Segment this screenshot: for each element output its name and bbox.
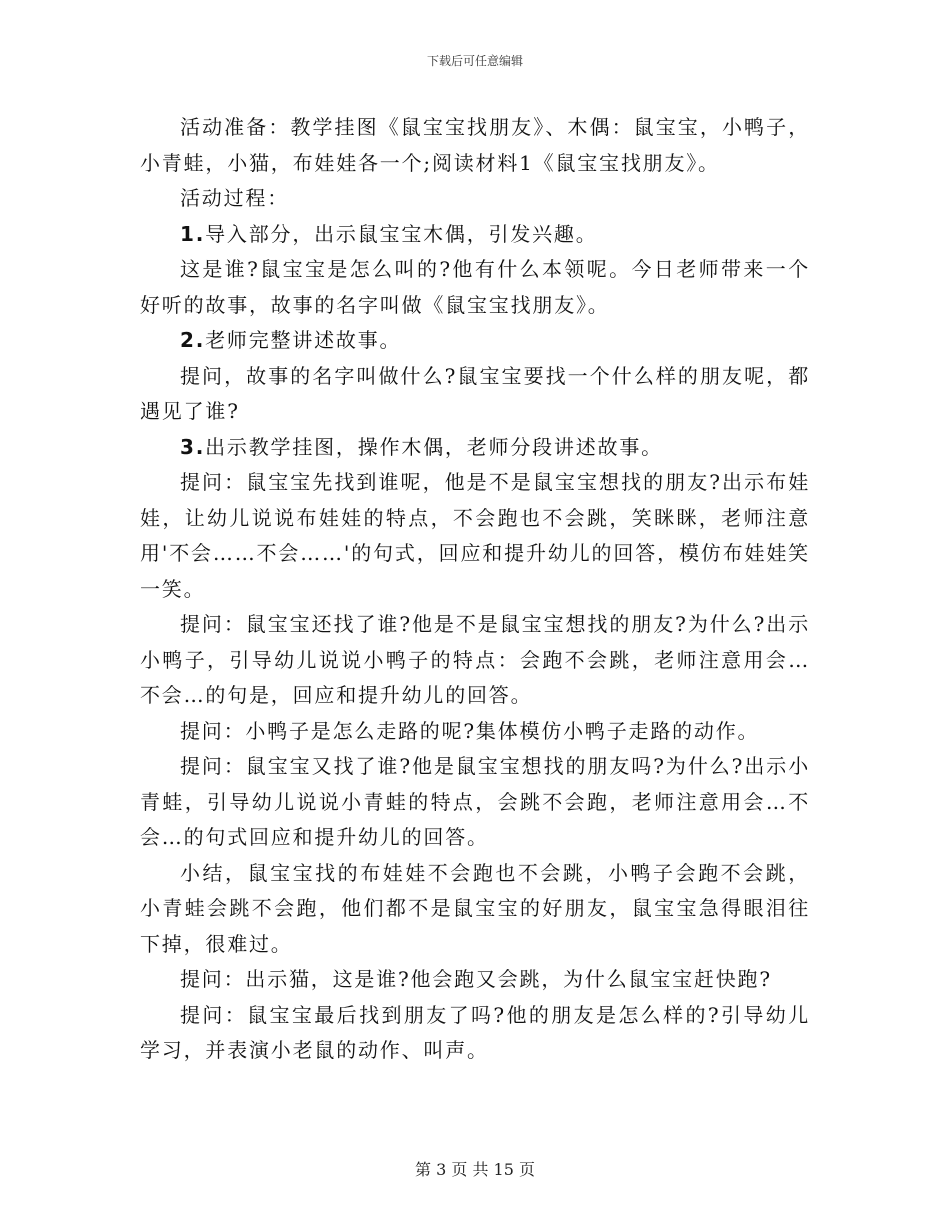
paragraph-text: 提问：鼠宝宝还找了谁?他是不是鼠宝宝想找的朋友?为什么?出示小鸭子，引导幼儿说说小鸭子的特点：会跑不会跳，老师注意用会…不会…的句是，回应和提升幼儿的回答。 (140, 612, 810, 707)
paragraph (140, 962, 810, 998)
paragraph-text: 提问：鼠宝宝先找到谁呢，他是不是鼠宝宝想找的朋友?出示布娃娃，让幼儿说说布娃娃的特点，不会跑也不会跳，笑眯眯，老师注意用'不会……不会……'的句式，回应和提升幼儿的回答，模仿布娃娃笑一笑。 (140, 470, 810, 601)
paragraph (140, 430, 810, 466)
paragraph-text: 提问：鼠宝宝最后找到朋友了吗?他的朋友是怎么样的?引导幼儿学习，并表演小老鼠的动作、叫声。 (140, 1002, 810, 1062)
paragraph-text: 提问：鼠宝宝又找了谁?他是鼠宝宝想找的朋友吗?为什么?出示小青蛙，引导幼儿说说小青蛙的特点，会跳不会跑，老师注意用会…不会…的句式回应和提升幼儿的回答。 (140, 754, 810, 849)
paragraph (140, 252, 810, 323)
paragraph-text: 提问：出示猫，这是谁?他会跑又会跳，为什么鼠宝宝赶快跑? (180, 967, 772, 991)
paragraph (140, 110, 810, 181)
paragraph-text: 老师完整讲述故事。 (205, 328, 402, 352)
paragraph (140, 998, 810, 1069)
list-number: 1. (180, 221, 206, 246)
paragraph (140, 607, 810, 714)
paragraph (140, 359, 810, 430)
paragraph-text: 活动过程： (180, 186, 289, 210)
document-body (140, 110, 810, 1069)
paragraph-text: 提问，故事的名字叫做什么?鼠宝宝要找一个什么样的朋友呢，都遇见了谁? (140, 363, 810, 423)
list-number: 2. (180, 328, 206, 352)
paragraph-text: 活动准备：教学挂图《鼠宝宝找朋友》、木偶：鼠宝宝，小鸭子，小青蛙，小猫，布娃娃各一个;阅读材料1《鼠宝宝找朋友》。 (140, 115, 810, 175)
paragraph-text: 出示教学挂图，操作木偶，老师分段讲述故事。 (205, 434, 663, 459)
paragraph (140, 217, 810, 253)
paragraph (140, 714, 810, 750)
paragraph (140, 856, 810, 963)
paragraph-text: 这是谁?鼠宝宝是怎么叫的?他有什么本领呢。今日老师带来一个好听的故事，故事的名字叫做《鼠宝宝找朋友》。 (140, 257, 810, 317)
paragraph (140, 323, 810, 359)
paragraph (140, 749, 810, 856)
paragraph-text: 导入部分，出示鼠宝宝木偶，引发兴趣。 (205, 221, 598, 246)
page-footer: 第 3 页 共 15 页 (415, 1160, 535, 1179)
paragraph (140, 181, 810, 217)
paragraph (140, 465, 810, 607)
list-number: 3. (180, 434, 206, 459)
paragraph-text: 提问：小鸭子是怎么走路的呢?集体模仿小鸭子走路的动作。 (180, 718, 760, 743)
page-header: 下载后可任意编辑 (426, 54, 523, 68)
paragraph-text: 小结，鼠宝宝找的布娃娃不会跑也不会跳，小鸭子会跑不会跳，小青蛙会跳不会跑，他们都不是鼠宝宝的好朋友，鼠宝宝急得眼泪往下掉，很难过。 (140, 860, 810, 956)
